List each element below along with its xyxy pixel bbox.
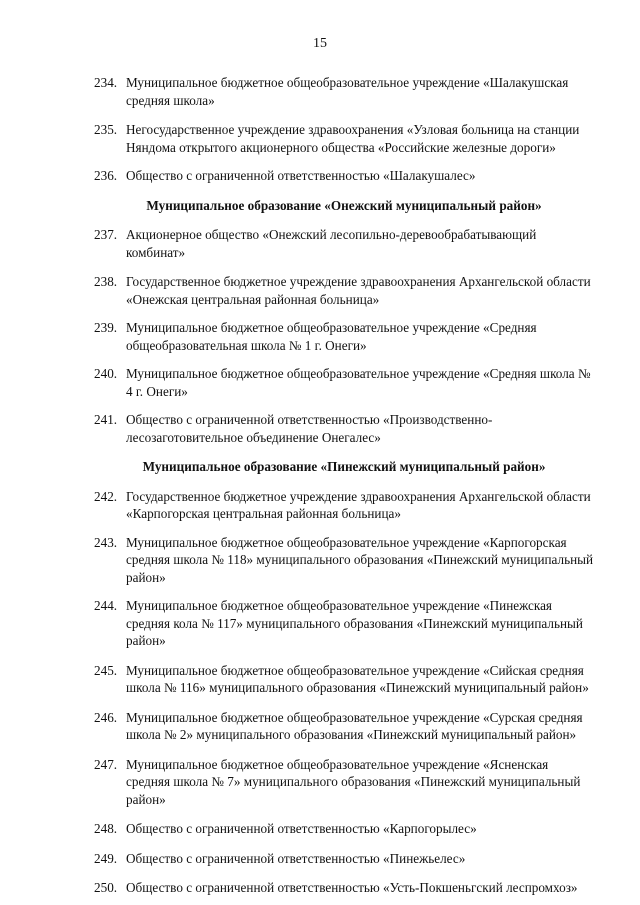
item-number: 239. bbox=[94, 320, 118, 335]
item-text: Муниципальное бюджетное общеобразовательное учреждение «Средняя общеобразовательная школа № 1 г. Онеги» bbox=[126, 320, 537, 353]
list-item bbox=[94, 879, 594, 897]
item-number: 247. bbox=[94, 756, 118, 772]
list-item bbox=[94, 226, 594, 261]
list-item bbox=[94, 411, 594, 446]
item-text: Общество с ограниченной ответственностью «Производственно-лесозаготовительное объединение Онегалес» bbox=[126, 412, 493, 445]
item-number: 236. bbox=[94, 168, 118, 183]
list-item bbox=[94, 121, 594, 156]
document-list bbox=[94, 74, 594, 897]
list-item bbox=[94, 365, 594, 400]
item-text: Государственное бюджетное учреждение здравоохранения Архангельской области «Карпогорская центральная районная больница» bbox=[126, 488, 591, 521]
item-text: Муниципальное бюджетное общеобразовательное учреждение «Сийская средняя школа № 116» муниципального образования «Пинежский муниципальный район» bbox=[126, 662, 589, 695]
list-item bbox=[94, 709, 594, 744]
item-number: 249. bbox=[94, 850, 118, 866]
list-item bbox=[94, 74, 594, 109]
item-number: 246. bbox=[94, 709, 118, 725]
item-number: 241. bbox=[94, 412, 118, 427]
list-item bbox=[94, 534, 594, 587]
list-item bbox=[94, 820, 594, 838]
item-text: Муниципальное бюджетное общеобразовательное учреждение «Шалакушская средняя школа» bbox=[126, 75, 569, 108]
item-number: 235. bbox=[94, 122, 118, 137]
list-item bbox=[94, 756, 594, 809]
item-number: 243. bbox=[94, 534, 118, 550]
list-item bbox=[94, 488, 594, 523]
item-text: Акционерное общество «Онежский лесопильно-деревообрабатывающий комбинат» bbox=[126, 227, 537, 260]
item-number: 242. bbox=[94, 488, 118, 504]
item-text: Общество с ограниченной ответственностью «Пинежьелес» bbox=[126, 850, 466, 866]
list-item bbox=[94, 319, 594, 354]
item-number: 244. bbox=[94, 598, 118, 613]
item-number: 248. bbox=[94, 821, 118, 836]
item-number: 245. bbox=[94, 662, 118, 678]
section-heading: Муниципальное образование «Пинежский муниципальный район» bbox=[142, 459, 546, 474]
item-number: 234. bbox=[94, 75, 118, 90]
item-text: Муниципальное бюджетное общеобразовательное учреждение «Сурская средняя школа № 2» муниципального образования «Пинежский муниципальный район» bbox=[126, 709, 583, 742]
item-number: 238. bbox=[94, 274, 118, 289]
item-number: 250. bbox=[94, 880, 118, 895]
page-number: 15 bbox=[313, 36, 327, 51]
item-number: 240. bbox=[94, 366, 118, 381]
list-item bbox=[94, 850, 594, 868]
item-text: Общество с ограниченной ответственностью «Усть-Покшеньгский леспромхоз» bbox=[126, 880, 578, 895]
item-text: Общество с ограниченной ответственностью «Карпогорылес» bbox=[126, 821, 477, 836]
section-heading: Муниципальное образование «Онежский муниципальный район» bbox=[146, 197, 542, 213]
item-text: Государственное бюджетное учреждение здравоохранения Архангельской области «Онежская центральная районная больница» bbox=[126, 274, 591, 307]
list-item bbox=[94, 167, 594, 185]
list-item bbox=[94, 662, 594, 697]
list-item bbox=[94, 597, 594, 650]
item-text: Негосударственное учреждение здравоохранения «Узловая больница на станции Няндома открытого акционерного общества «Российские железные дороги» bbox=[126, 122, 580, 155]
item-number: 237. bbox=[94, 227, 118, 242]
item-text: Муниципальное бюджетное общеобразовательное учреждение «Пинежская средняя кола № 117» муниципального образования «Пинежский муниципальный район» bbox=[126, 598, 583, 648]
item-text: Муниципальное бюджетное общеобразовательное учреждение «Карпогорская средняя школа № 118» муниципального образования «Пинежский муниципальный район» bbox=[126, 534, 594, 585]
item-text: Муниципальное бюджетное общеобразовательное учреждение «Средняя школа № 4 г. Онеги» bbox=[126, 366, 591, 399]
item-text: Общество с ограниченной ответственностью «Шалакушалес» bbox=[126, 168, 476, 183]
list-item bbox=[94, 273, 594, 308]
item-text: Муниципальное бюджетное общеобразовательное учреждение «Ясненская средняя школа № 7» муниципального образования «Пинежский муниципальный район» bbox=[126, 756, 581, 807]
